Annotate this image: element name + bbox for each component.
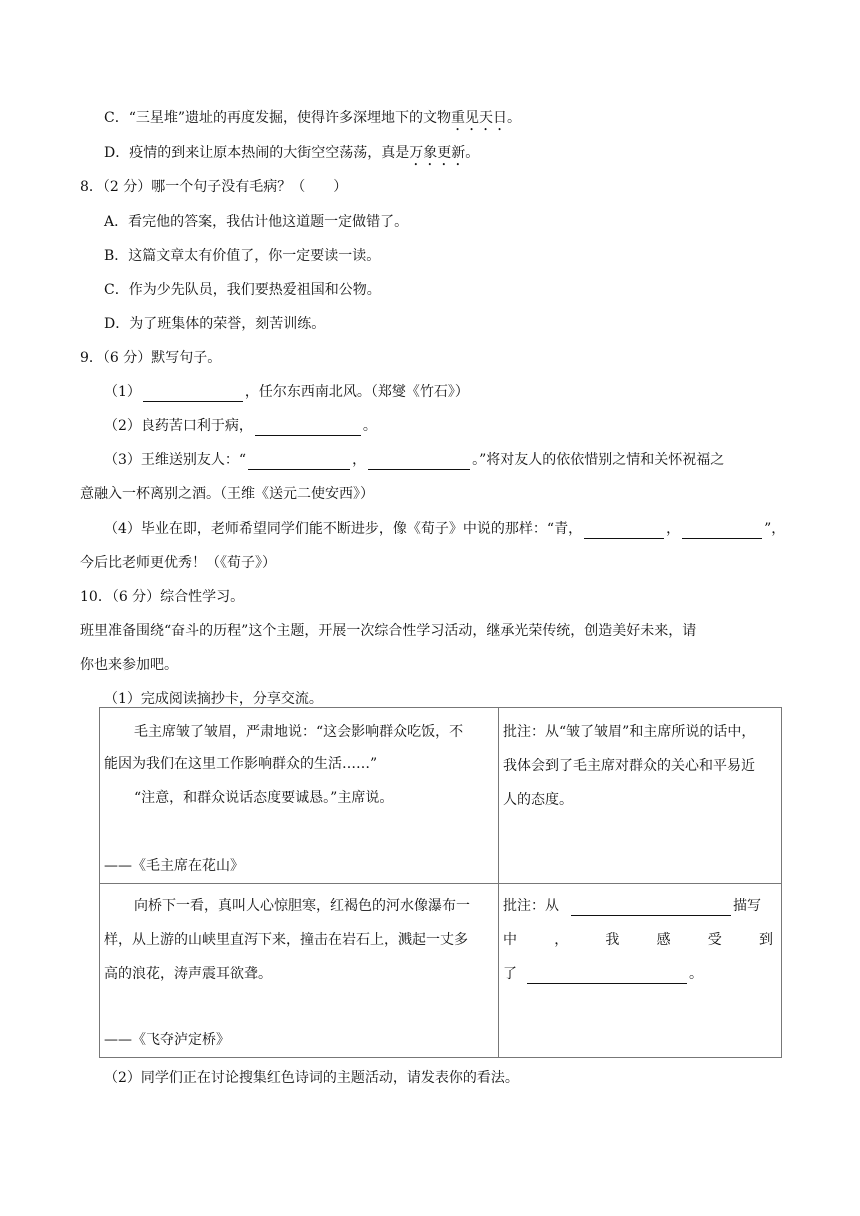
q9-item-4-blank-1[interactable] bbox=[584, 522, 664, 539]
excerpt-1-line-3: “注意，和群众说话态度要诚恳。”主席说。 bbox=[134, 790, 394, 806]
q10-intro-line-1: 班里准备围绕“奋斗的历程”这个主题，开展一次综合性学习活动，继承光荣传统，创造美好未来，请 bbox=[80, 623, 697, 639]
reading-card-table bbox=[99, 707, 782, 1058]
note-2-line-3 bbox=[503, 964, 703, 984]
q9-item-3 bbox=[104, 450, 724, 470]
reading-card-1-note bbox=[499, 708, 782, 884]
note-2-char: ， bbox=[554, 932, 569, 948]
excerpt-1-line-1: 毛主席皱了皱眉，严肃地说：“这会影响群众吃饭，不 bbox=[134, 724, 464, 740]
q9-stem: 9．（6 分）默写句子。 bbox=[80, 350, 222, 366]
q7-option-c bbox=[104, 108, 521, 134]
reading-card-row-2 bbox=[100, 884, 782, 1058]
q10-intro-line-2: 你也来参加吧。 bbox=[80, 657, 178, 673]
note-2-line-3-prefix: 了 bbox=[503, 966, 517, 982]
q9-item-2-end: 。 bbox=[362, 418, 377, 434]
reading-card-1-excerpt bbox=[100, 708, 499, 884]
note-1-line-1: 批注：从“皱了皱眉”和主席所说的话中， bbox=[503, 724, 756, 740]
q10-part-2: （2）同学们正在讨论搜集红色诗词的主题活动，请发表你的看法。 bbox=[104, 1070, 519, 1086]
q7-option-d-idiom: 万象更新 bbox=[409, 145, 466, 161]
q9-item-4 bbox=[104, 519, 785, 539]
note-2-line-2 bbox=[503, 930, 773, 950]
note-2-blank-1[interactable] bbox=[571, 899, 731, 916]
reading-card-2-note bbox=[499, 884, 782, 1058]
note-1-line-2: 我体会到了毛主席对群众的关心和平易近 bbox=[503, 758, 755, 774]
excerpt-2-line-2: 样，从上游的山峡里直泻下来，撞击在岩石上，溅起一丈多 bbox=[104, 932, 468, 948]
reading-card-2-excerpt bbox=[100, 884, 499, 1058]
note-2-suffix: 描写 bbox=[733, 898, 761, 914]
q7-option-c-end: 。 bbox=[507, 110, 522, 126]
note-2-char: 感 bbox=[656, 932, 671, 948]
excerpt-2-line-1: 向桥下一看，真叫人心惊胆寒，红褐色的河水像瀑布一 bbox=[134, 898, 470, 914]
q9-item-4-line-2: 今后比老师更优秀！（《荀子》） bbox=[80, 555, 276, 571]
note-2-prefix: 批注：从 bbox=[503, 898, 559, 914]
reading-card-row-1 bbox=[100, 708, 782, 884]
note-2-char: 我 bbox=[605, 932, 620, 948]
q9-item-2 bbox=[104, 416, 377, 436]
q8-option-a: A．看完他的答案，我估计他这道题一定做错了。 bbox=[104, 214, 409, 230]
q9-item-2-blank[interactable] bbox=[255, 419, 361, 436]
excerpt-2-line-3: 高的浪花，涛声震耳欲聋。 bbox=[104, 966, 272, 982]
q9-item-3-comma: ， bbox=[352, 452, 367, 468]
q9-item-4-comma: ， bbox=[666, 521, 681, 537]
note-1-line-3: 人的态度。 bbox=[503, 792, 573, 808]
q9-item-1-blank[interactable] bbox=[143, 385, 243, 402]
q8-option-c: C．作为少先队员，我们要热爱祖国和公物。 bbox=[104, 282, 381, 298]
q9-item-3-blank-1[interactable] bbox=[248, 453, 350, 470]
q9-item-4-end: ”， bbox=[764, 521, 786, 537]
q9-item-1-text: ，任尔东西南北风。（郑燮《竹石》） bbox=[244, 384, 469, 400]
q7-option-d bbox=[104, 143, 479, 169]
q7-option-c-text: C．“三星堆”遗址的再度发掘，使得许多深埋地下的文物 bbox=[104, 110, 452, 126]
excerpt-1-line-2: 能因为我们在这里工作影响群众的生活……” bbox=[104, 756, 378, 772]
excerpt-1-source: ——《毛主席在花山》 bbox=[104, 858, 244, 874]
note-2-char: 中 bbox=[503, 932, 517, 948]
q9-item-1-number: （1） bbox=[104, 384, 141, 400]
note-2-blank-2[interactable] bbox=[527, 967, 687, 984]
q8-option-b: B．这篇文章太有价值了，你一定要读一读。 bbox=[104, 248, 381, 264]
q7-option-c-idiom: 重见天日 bbox=[451, 110, 508, 126]
q8-stem: 8．（2 分）哪一个句子没有毛病？（ ） bbox=[80, 179, 348, 195]
q9-item-4-blank-2[interactable] bbox=[682, 522, 762, 539]
q7-option-d-text: D．疫情的到来让原本热闹的大街空空荡荡，真是 bbox=[104, 145, 410, 161]
q7-option-d-end: 。 bbox=[465, 145, 480, 161]
note-2-line-3-end: 。 bbox=[689, 966, 703, 982]
q9-item-3-blank-2[interactable] bbox=[368, 453, 470, 470]
q9-item-3-text: （3）王维送别友人：“ bbox=[104, 452, 247, 468]
q9-item-3-text-after: 。”将对友人的依依惜别之情和关怀祝福之 bbox=[472, 452, 725, 468]
note-2-char: 受 bbox=[707, 932, 722, 948]
note-2-char: 到 bbox=[758, 932, 773, 948]
excerpt-2-source: ——《飞夺泸定桥》 bbox=[104, 1032, 230, 1048]
q9-item-3-line-2: 意融入一杯离别之酒。（王维《送元二使安西》） bbox=[80, 486, 374, 502]
q10-stem: 10．（6 分）综合性学习。 bbox=[80, 589, 245, 605]
q10-part-1: （1）完成阅读摘抄卡，分享交流。 bbox=[104, 691, 323, 707]
q8-option-d: D．为了班集体的荣誉，刻苦训练。 bbox=[104, 316, 326, 332]
q9-item-4-text: （4）毕业在即，老师希望同学们能不断进步，像《荀子》中说的那样：“青， bbox=[104, 521, 583, 537]
q9-item-1 bbox=[104, 382, 469, 402]
note-2-line-1 bbox=[503, 896, 761, 916]
q9-item-2-text: （2）良药苦口利于病， bbox=[104, 418, 253, 434]
